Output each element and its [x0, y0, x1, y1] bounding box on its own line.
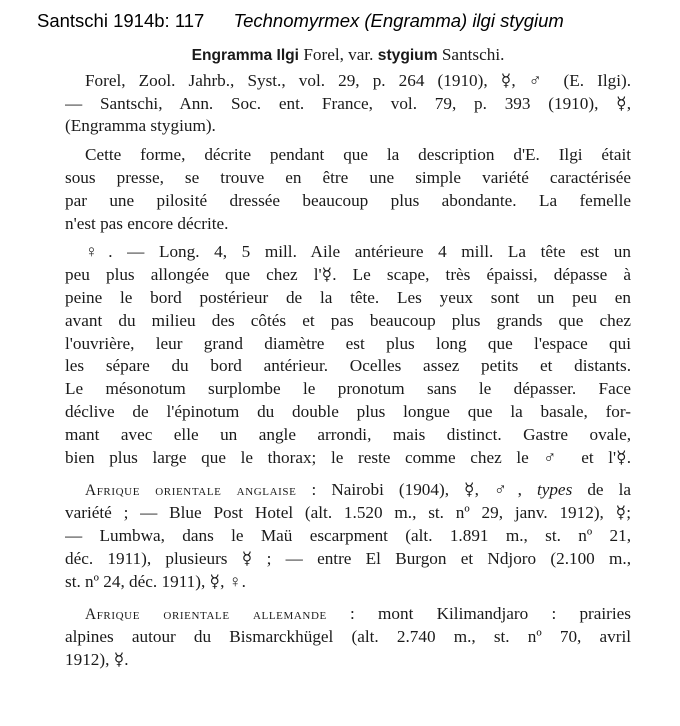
- text-line: mant avec elle un angle arrondi, mais distinct. Gastre ovale,: [65, 424, 631, 444]
- region-name: Afrique orientale allemande: [85, 606, 327, 624]
- types-label: types: [536, 480, 573, 500]
- reference-citation: Santschi 1914b: 117: [37, 10, 205, 31]
- synonymy-line: — Santschi, Ann. Soc. ent. France, vol. 79, p. 393 (1910), ☿,: [65, 93, 631, 113]
- text-line: l'ouvrière, leur grand diamètre est plus long que l'espace qui: [65, 333, 631, 353]
- title-genus: Engramma Ilgi: [191, 47, 300, 64]
- text-line: — Lumbwa, dans le Maü escarpment (alt. 1.891 m., st. nº 21,: [65, 525, 631, 545]
- text-line: Afrique orientale anglaise : Nairobi (1904), ☿, ♂, types de la: [85, 480, 631, 500]
- taxon-name: Technomyrmex (Engramma) ilgi stygium: [233, 10, 564, 31]
- text-line: n'est pas encore décrite.: [65, 213, 229, 233]
- synonymy-line: (Engramma stygium).: [65, 116, 216, 136]
- locality-german-east-africa: [65, 603, 631, 671]
- description-paragraph: [65, 144, 631, 235]
- female-description-paragraph: [65, 241, 631, 469]
- title-author2: Santschi.: [437, 45, 505, 64]
- text-line: avant du milieu des côtés et pas beaucoup plus grands que chez: [65, 310, 631, 330]
- text-line: ♀. — Long. 4, 5 mill. Aile antérieure 4 mill. La tête est un: [85, 242, 631, 262]
- page-header: [37, 10, 564, 32]
- text-line: sous presse, se trouve en être une simple variété caractérisée: [65, 167, 631, 187]
- text-line: déclive de l'épinotum du double plus longue que la basale, for-: [65, 401, 631, 421]
- title-variety: stygium: [377, 47, 438, 64]
- text-line: peu plus allongée que chez l'☿. Le scape, très épaissi, dépasse à: [65, 265, 631, 285]
- text-line: bien plus large que le thorax; le reste comme chez le ♂ et l'☿.: [65, 447, 631, 467]
- text-line: les sépare du bord antérieur. Ocelles assez petits et distants.: [65, 356, 631, 376]
- text-line: Le mésonotum surplombe le pronotum sans le dépasser. Face: [65, 379, 631, 399]
- title-author1: Forel, var.: [299, 45, 378, 64]
- synonymy-line: Forel, Zool. Jahrb., Syst., vol. 29, p. 264 (1910), ☿, ♂ (E. Ilgi).: [85, 70, 631, 90]
- text-line: Cette forme, décrite pendant que la description d'E. Ilgi était: [85, 145, 631, 165]
- text-line: variété ; — Blue Post Hotel (alt. 1.520 m., st. nº 29, janv. 1912), ☿;: [65, 503, 631, 523]
- region-name: Afrique orientale anglaise: [85, 482, 297, 500]
- species-title: [65, 44, 631, 68]
- text-line: alpines autour du Bismarckhügel (alt. 2.740 m., st. nº 70, avril: [65, 627, 631, 647]
- text-line: Afrique orientale allemande : mont Kilimandjaro : prairies: [85, 604, 631, 624]
- text-line: 1912), ☿.: [65, 649, 129, 669]
- text-line: par une pilosité dressée beaucoup plus abondante. La femelle: [65, 190, 631, 210]
- text-line: peine le bord postérieur de la tête. Les yeux sont un peu en: [65, 287, 631, 307]
- locality-british-east-africa: [65, 479, 631, 593]
- scanned-page: [65, 44, 631, 672]
- synonymy-block: [65, 70, 631, 138]
- text-line: déc. 1911), plusieurs ☿ ; — entre El Burgon et Ndjoro (2.100 m.,: [65, 548, 631, 568]
- text-line: st. nº 24, déc. 1911), ☿, ♀.: [65, 571, 246, 591]
